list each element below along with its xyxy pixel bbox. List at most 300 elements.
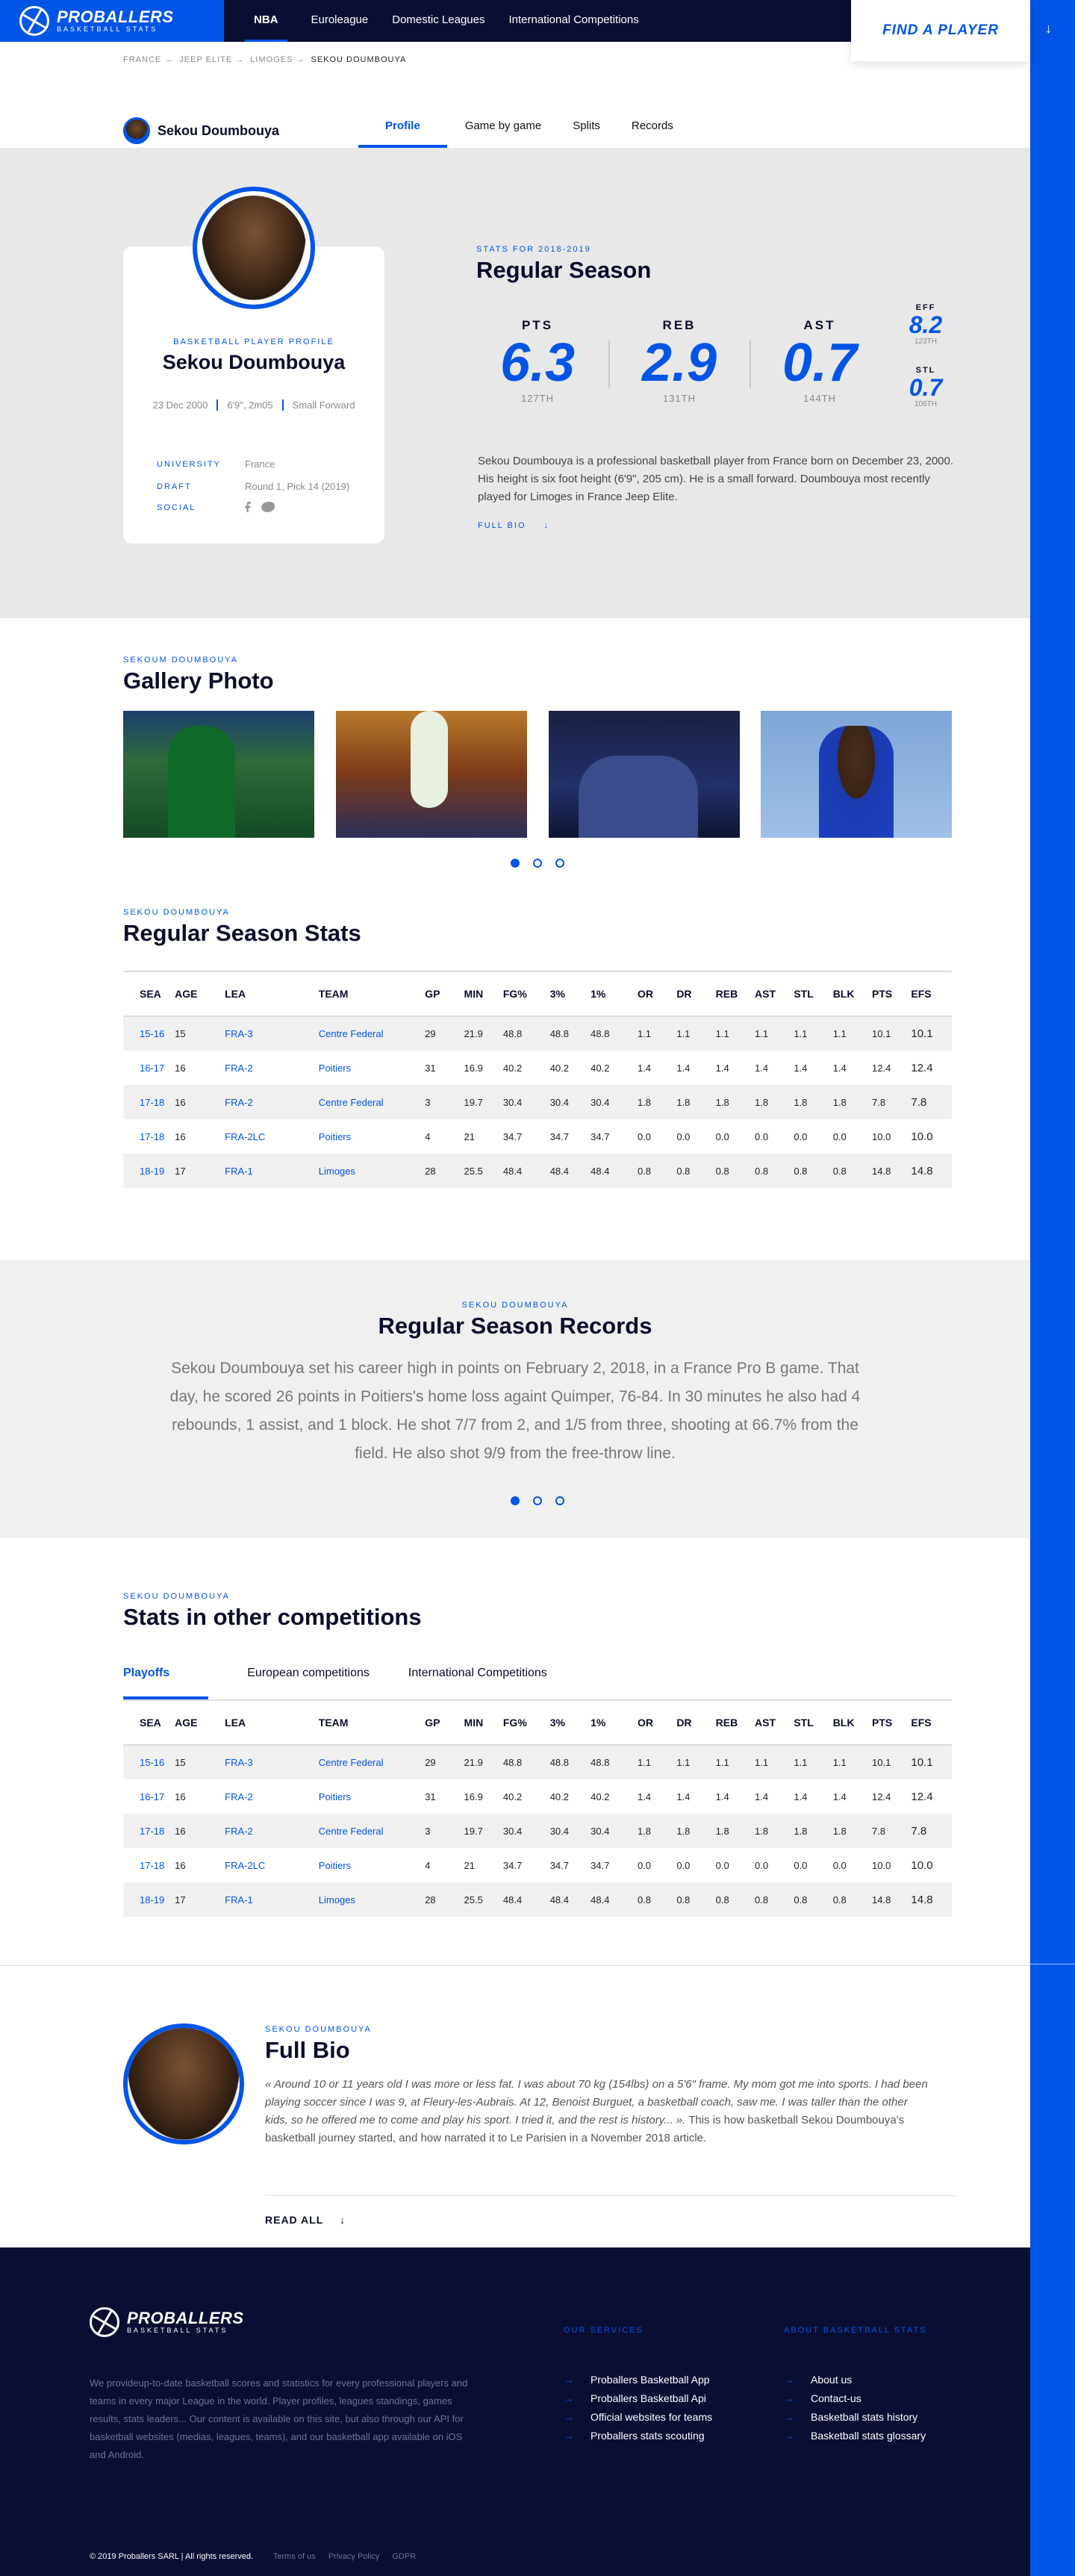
- column-header: SEA: [123, 971, 175, 1016]
- stat-value: 0.7: [782, 333, 858, 393]
- season-kicker: STATS FOR 2018-2019: [476, 245, 591, 254]
- table-cell[interactable]: 15-16: [123, 1745, 175, 1779]
- table-cell: 10.1: [911, 1016, 952, 1051]
- table-cell: 30.4: [550, 1814, 591, 1848]
- table-cell: 48.4: [503, 1154, 550, 1188]
- table-cell: 10.0: [872, 1859, 891, 1871]
- player-height: 6'9", 2m05: [216, 399, 281, 411]
- social-row: [157, 502, 275, 514]
- table-cell[interactable]: FRA-2: [225, 1814, 319, 1848]
- table-cell: 19.7: [464, 1814, 503, 1848]
- other-stats-table: [123, 1699, 952, 1917]
- stat-pts: [470, 318, 605, 404]
- table-cell[interactable]: FRA-1: [225, 1882, 319, 1917]
- column-header: FG%: [503, 971, 550, 1016]
- table-cell: 34.7: [502, 1859, 523, 1871]
- column-header: REB: [716, 971, 755, 1016]
- table-cell[interactable]: Limoges: [319, 1882, 425, 1917]
- stat-ast: [752, 318, 887, 404]
- footer-link[interactable]: → Official websites for teams: [564, 2411, 712, 2423]
- stat-label: AST: [803, 318, 836, 332]
- table-cell: 1.4: [715, 1791, 729, 1802]
- table-cell: 34.7: [502, 1130, 523, 1142]
- find-player-button[interactable]: FIND A PLAYER: [851, 0, 1030, 61]
- records-title: Regular Season Records: [378, 1313, 652, 1339]
- table-cell[interactable]: 16-17: [140, 1062, 165, 1074]
- table-cell: 12.4: [911, 1061, 933, 1074]
- table-cell: 0.0: [832, 1130, 847, 1142]
- table-cell: 1.1: [638, 1745, 676, 1779]
- table-cell: 40.2: [549, 1791, 570, 1802]
- facebook-icon[interactable]: [245, 502, 251, 512]
- table-cell[interactable]: FRA-1: [225, 1154, 319, 1188]
- stat-divider: [608, 340, 610, 388]
- table-row: [123, 1814, 952, 1848]
- breadcrumb-league[interactable]: JEEP ELITE: [179, 55, 233, 64]
- table-cell[interactable]: FRA-2: [225, 1791, 253, 1802]
- table-cell: 1.4: [676, 1791, 691, 1802]
- table-cell: 0.8: [794, 1154, 832, 1188]
- column-header: GP: [425, 1700, 464, 1745]
- twitter-icon[interactable]: [261, 502, 275, 512]
- university-value: France: [245, 458, 275, 470]
- table-cell: 34.7: [549, 1859, 570, 1871]
- table-cell[interactable]: Poitiers: [318, 1859, 352, 1871]
- table-cell: 1.8: [638, 1814, 676, 1848]
- stat-label: EFF: [915, 303, 936, 312]
- table-cell: 4: [425, 1130, 431, 1142]
- table-cell[interactable]: Poitiers: [318, 1791, 352, 1802]
- draft-label: DRAFT: [157, 482, 192, 491]
- table-cell: 1.1: [833, 1745, 872, 1779]
- tab-international-competitions[interactable]: International Competitions: [408, 1667, 547, 1679]
- records-text: Sekou Doumbouya set his career high in points on February 2, 2018, in a France Pro B game. That day, he scored 26 points in Poitiers's home loss againt Quimper, 76-84. In 30 minutes he also had 4 rebounds, 1 assist, and 1 block. He shot 7/7 from 2, and 1/5 from three, shooting at 66.7% from the field. He also shot 9/9 from the free-throw line.: [169, 1360, 861, 1462]
- column-header: AGE: [175, 971, 225, 1016]
- profile-header: [123, 112, 279, 149]
- stat-rank: 123TH: [914, 337, 937, 346]
- column-header: OR: [638, 971, 676, 1016]
- nav-item-nba[interactable]: NBA: [245, 0, 287, 42]
- table-cell: 48.8: [591, 1745, 638, 1779]
- table-cell: 0.8: [833, 1882, 872, 1917]
- table-cell: 10.1: [872, 1745, 911, 1779]
- table-cell: 1.4: [794, 1791, 808, 1802]
- table-cell: 0.8: [638, 1882, 676, 1917]
- table-cell: 14.8: [872, 1154, 911, 1188]
- table-cell[interactable]: Centre Federal: [319, 1085, 425, 1119]
- table-cell: 21.9: [464, 1745, 503, 1779]
- table-cell: 1.8: [794, 1085, 832, 1119]
- table-cell: 16: [175, 1062, 186, 1074]
- table-cell[interactable]: Centre Federal: [319, 1745, 425, 1779]
- footer-link[interactable]: → Contact-us: [784, 2392, 927, 2404]
- table-cell: 29: [425, 1016, 464, 1051]
- table-cell: 7.8: [872, 1085, 911, 1119]
- table-cell[interactable]: FRA-2: [225, 1062, 253, 1074]
- table-cell: 3: [425, 1814, 464, 1848]
- stat-eff: [900, 303, 952, 346]
- table-cell: 0.0: [755, 1859, 769, 1871]
- table-cell[interactable]: FRA-2: [225, 1085, 319, 1119]
- brand-logo[interactable]: [0, 0, 224, 42]
- table-cell: 48.8: [550, 1016, 591, 1051]
- other-stats-title: Stats in other competitions: [123, 1604, 422, 1630]
- stat-value: 2.9: [641, 333, 717, 393]
- nav-item-international[interactable]: International Competitions: [508, 13, 639, 26]
- table-cell: 40.2: [549, 1062, 570, 1074]
- table-cell: 25.5: [464, 1882, 503, 1917]
- table-cell: 48.4: [591, 1882, 638, 1917]
- table-cell: 16: [175, 1791, 186, 1802]
- table-cell: 12.4: [911, 1790, 933, 1803]
- table-cell: 1.8: [755, 1814, 794, 1848]
- table-cell: 1.8: [755, 1085, 794, 1119]
- footer-link[interactable]: → Proballers Basketball Api: [564, 2392, 712, 2404]
- table-cell: 0.8: [755, 1154, 794, 1188]
- table-cell: 28: [425, 1154, 464, 1188]
- table-cell: 1.8: [676, 1814, 715, 1848]
- table-cell: 40.2: [591, 1791, 610, 1802]
- read-all-button[interactable]: [265, 2214, 346, 2226]
- table-cell: 14.8: [872, 1882, 911, 1917]
- table-cell: 1.8: [716, 1085, 755, 1119]
- table-cell: 1.4: [715, 1062, 729, 1074]
- column-header: FG%: [503, 1700, 550, 1745]
- nav-item-euroleague[interactable]: Euroleague: [311, 13, 369, 26]
- pagination-dot[interactable]: [511, 859, 520, 868]
- stat-rank: 144TH: [803, 393, 837, 404]
- avatar: [123, 117, 150, 144]
- table-cell: 1.1: [638, 1016, 676, 1051]
- records-section: [0, 1260, 1030, 1538]
- table-cell: 0.0: [832, 1859, 847, 1871]
- table-cell: 0.0: [715, 1859, 729, 1871]
- brand-subtitle: BASKETBALL STATS: [57, 25, 158, 33]
- tab-playoffs[interactable]: Playoffs: [123, 1656, 208, 1699]
- nav-item-domestic-leagues[interactable]: Domestic Leagues: [392, 13, 485, 26]
- stat-rank: 106TH: [914, 400, 937, 408]
- column-header: PTS: [872, 1700, 911, 1745]
- gallery-photo-1[interactable]: [123, 711, 314, 838]
- table-cell: 48.4: [550, 1154, 591, 1188]
- stat-label: REB: [662, 318, 697, 332]
- short-bio: Sekou Doumbouya is a professional basketball player from France born on December 23, 2000. His height is six foot height (6'9", 205 cm). He is a small forward. Doumbouya most recently played for Limoges in France Jeep Elite.: [478, 455, 954, 503]
- table-cell: 48.4: [591, 1154, 638, 1188]
- draft-row: [157, 481, 349, 492]
- table-cell[interactable]: Limoges: [319, 1154, 425, 1188]
- table-cell: 25.5: [464, 1154, 503, 1188]
- column-header: AST: [755, 971, 794, 1016]
- table-row: [123, 1085, 952, 1119]
- breadcrumb-current: SEKOU DOUMBOUYA: [311, 55, 407, 64]
- table-cell[interactable]: 17-18: [140, 1859, 165, 1871]
- column-header: LEA: [225, 1700, 319, 1745]
- table-cell: 28: [425, 1882, 464, 1917]
- column-header: GP: [425, 971, 464, 1016]
- stat-value: 6.3: [499, 333, 576, 393]
- section-divider: [0, 1965, 1030, 1966]
- pagination-dot[interactable]: [555, 859, 564, 868]
- brand-name: PROBALLERS: [127, 2309, 244, 2327]
- column-header: DR: [676, 971, 715, 1016]
- table-cell[interactable]: 17-18: [123, 1814, 175, 1848]
- table-cell: 0.8: [716, 1882, 755, 1917]
- arrow-down-icon[interactable]: ↓: [1045, 21, 1052, 36]
- table-cell: 1.4: [832, 1062, 847, 1074]
- table-cell: 0.8: [755, 1882, 794, 1917]
- table-row: [123, 1745, 952, 1779]
- column-header: TEAM: [319, 971, 425, 1016]
- table-cell[interactable]: FRA-3: [225, 1745, 319, 1779]
- table-cell: 48.8: [591, 1016, 638, 1051]
- column-header: MIN: [464, 971, 503, 1016]
- table-cell: 15: [175, 1745, 225, 1779]
- gallery-photo-3[interactable]: [549, 711, 740, 838]
- table-cell: 1.8: [676, 1085, 715, 1119]
- copyright: © 2019 Proballers SARL | All rights reserved.: [90, 2552, 254, 2561]
- table-cell: 1.8: [716, 1814, 755, 1848]
- table-cell[interactable]: 15-16: [123, 1016, 175, 1051]
- table-cell: 0.0: [794, 1130, 808, 1142]
- regular-stats-title: Regular Season Stats: [123, 920, 361, 946]
- stat-stl: [900, 366, 952, 408]
- gallery-photo-2[interactable]: [336, 711, 527, 838]
- stat-reb: [612, 318, 747, 404]
- player-face: [128, 2028, 240, 2140]
- bio-avatar: [123, 2023, 244, 2144]
- footer-services: [564, 2326, 712, 2448]
- breadcrumb-team[interactable]: LIMOGES: [250, 55, 293, 64]
- table-cell: 7.8: [872, 1814, 911, 1848]
- brand-subtitle: BASKETBALL STATS: [127, 2327, 228, 2334]
- brand-name: PROBALLERS: [57, 7, 174, 26]
- table-cell: 1.8: [833, 1085, 872, 1119]
- footer-bottom: [90, 2552, 426, 2561]
- table-cell[interactable]: FRA-2LC: [225, 1859, 266, 1871]
- column-header: BLK: [833, 971, 872, 1016]
- table-cell: 31: [425, 1062, 436, 1074]
- table-cell: 1.1: [676, 1016, 715, 1051]
- table-row: [123, 1016, 952, 1051]
- gallery-photo-4[interactable]: [761, 711, 952, 838]
- table-cell: 1.1: [755, 1745, 794, 1779]
- table-cell: 0.0: [637, 1859, 652, 1871]
- table-cell[interactable]: 17-18: [140, 1130, 165, 1142]
- full-bio-kicker: SEKOU DOUMBOUYA: [265, 2025, 372, 2034]
- table-cell: 10.0: [911, 1130, 933, 1143]
- column-header: TEAM: [319, 1700, 425, 1745]
- table-cell: 0.0: [637, 1130, 652, 1142]
- basketball-icon: [19, 6, 49, 36]
- table-cell[interactable]: FRA-2LC: [225, 1130, 266, 1142]
- gallery-kicker: SEKOUM DOUMBOUYA: [123, 656, 239, 665]
- table-cell: 16: [175, 1814, 225, 1848]
- column-header: 3%: [550, 1700, 591, 1745]
- table-cell: 30.4: [591, 1085, 638, 1119]
- table-cell: 40.2: [591, 1062, 610, 1074]
- tab-profile[interactable]: Profile: [358, 112, 447, 148]
- column-header: PTS: [872, 971, 911, 1016]
- other-stats-kicker: SEKOU DOUMBOUYA: [123, 1592, 230, 1601]
- table-cell: 0.0: [676, 1859, 691, 1871]
- table-cell: 7.8: [911, 1814, 952, 1848]
- table-cell: 1.4: [637, 1062, 652, 1074]
- table-cell: 10.1: [911, 1745, 952, 1779]
- table-cell[interactable]: 18-19: [123, 1882, 175, 1917]
- competition-tabs: [123, 1656, 952, 1699]
- gallery-pagination: [511, 859, 578, 868]
- university-row: [157, 458, 275, 470]
- table-row: [123, 1882, 952, 1917]
- table-cell: 10.0: [872, 1130, 891, 1142]
- table-cell: 30.4: [591, 1814, 638, 1848]
- stat-rank: 127TH: [520, 393, 555, 404]
- table-cell: 48.4: [550, 1882, 591, 1917]
- regular-stats-kicker: SEKOU DOUMBOUYA: [123, 908, 230, 917]
- table-cell: 14.8: [911, 1154, 952, 1188]
- table-cell: 31: [425, 1791, 436, 1802]
- table-cell: 1.4: [832, 1791, 847, 1802]
- footer-link[interactable]: → Proballers Basketball App: [564, 2374, 712, 2386]
- table-cell: 1.1: [794, 1016, 832, 1051]
- tab-european-competitions[interactable]: European competitions: [247, 1667, 370, 1679]
- table-cell: 1.4: [794, 1062, 808, 1074]
- tab-game-by-game[interactable]: Game by game: [464, 119, 542, 132]
- table-cell: 4: [425, 1859, 431, 1871]
- player-photo: [193, 187, 315, 309]
- table-row: [123, 1119, 952, 1154]
- services-heading: OUR SERVICES: [564, 2326, 644, 2335]
- season-title: Regular Season: [476, 257, 652, 283]
- footer-link[interactable]: → Basketball stats glossary: [784, 2430, 927, 2442]
- table-cell: 0.8: [716, 1154, 755, 1188]
- column-header: AST: [755, 1700, 794, 1745]
- table-cell: 16.9: [464, 1791, 483, 1802]
- table-row: [123, 1051, 952, 1085]
- table-cell: 1.8: [638, 1085, 676, 1119]
- pagination-dot[interactable]: [555, 1496, 564, 1505]
- footer-link[interactable]: → Proballers stats scouting: [564, 2430, 712, 2442]
- table-cell[interactable]: 16-17: [140, 1791, 165, 1802]
- table-cell: 12.4: [872, 1791, 891, 1802]
- draft-value: Round 1, Pick 14 (2019): [245, 481, 350, 492]
- records-pagination: [511, 1496, 578, 1505]
- table-cell: 1.1: [755, 1016, 794, 1051]
- table-cell: 19.7: [464, 1085, 503, 1119]
- table-row: [123, 1154, 952, 1188]
- table-cell: 0.0: [715, 1130, 729, 1142]
- table-row: [123, 1779, 952, 1814]
- table-cell[interactable]: Centre Federal: [319, 1016, 425, 1051]
- table-cell: 34.7: [549, 1130, 570, 1142]
- profile-header-name: Sekou Doumbouya: [158, 122, 280, 138]
- regular-stats-table: [123, 971, 952, 1188]
- table-cell: 1.1: [676, 1745, 715, 1779]
- university-label: UNIVERSITY: [157, 460, 222, 469]
- table-cell: 1.4: [755, 1791, 769, 1802]
- table-cell: 7.8: [911, 1085, 952, 1119]
- table-cell: 0.8: [676, 1882, 715, 1917]
- table-cell: 48.8: [550, 1745, 591, 1779]
- table-cell: 48.4: [503, 1882, 550, 1917]
- player-name: Sekou Doumbouya: [162, 351, 346, 373]
- profile-hero: [0, 148, 1030, 618]
- arrow-down-icon: ↓: [340, 2214, 346, 2226]
- player-facts: [123, 399, 384, 411]
- full-bio-link[interactable]: [478, 521, 549, 530]
- column-header: DR: [676, 1700, 715, 1745]
- table-cell: 30.4: [503, 1814, 550, 1848]
- table-cell: 0.8: [638, 1154, 676, 1188]
- profile-tabs: [358, 112, 691, 148]
- table-cell: 16: [175, 1130, 186, 1142]
- column-header: EFS: [911, 1700, 952, 1745]
- column-header: LEA: [225, 971, 319, 1016]
- table-cell[interactable]: FRA-3: [225, 1016, 319, 1051]
- table-cell: 40.2: [502, 1062, 523, 1074]
- column-header: 1%: [591, 971, 638, 1016]
- table-cell: 30.4: [550, 1085, 591, 1119]
- table-cell: 10.1: [872, 1016, 911, 1051]
- full-bio-text: [265, 2076, 929, 2147]
- table-cell: 34.7: [591, 1130, 610, 1142]
- table-cell[interactable]: Centre Federal: [319, 1814, 425, 1848]
- arrow-down-icon: ↓: [543, 521, 549, 530]
- footer-logo[interactable]: [90, 2307, 244, 2337]
- pagination-dot[interactable]: [511, 1496, 520, 1505]
- gdpr-link[interactable]: GDPR: [392, 2552, 417, 2561]
- footer-link[interactable]: → About us: [784, 2374, 927, 2386]
- table-cell: 34.7: [591, 1859, 610, 1871]
- player-face: [202, 196, 306, 300]
- read-all-label: READ ALL: [265, 2214, 324, 2226]
- table-cell: 17: [175, 1882, 225, 1917]
- stat-label: STL: [915, 366, 936, 375]
- table-cell[interactable]: Poitiers: [318, 1130, 352, 1142]
- table-cell[interactable]: Poitiers: [318, 1062, 352, 1074]
- footer-about: [784, 2326, 927, 2448]
- privacy-link[interactable]: Privacy Policy: [328, 2552, 380, 2561]
- table-cell: 0.0: [794, 1859, 808, 1871]
- terms-link[interactable]: Terms of us: [272, 2552, 316, 2561]
- basketball-icon: [90, 2307, 119, 2337]
- table-cell: 16: [175, 1085, 225, 1119]
- pagination-dot[interactable]: [533, 859, 542, 868]
- pagination-dot[interactable]: [533, 1496, 542, 1505]
- breadcrumb: FRANCE → JEEP ELITE → LIMOGES → SEKOU DOUMBOUYA: [123, 55, 407, 64]
- column-header: MIN: [464, 1700, 503, 1745]
- table-cell[interactable]: 18-19: [123, 1154, 175, 1188]
- column-header: EFS: [911, 971, 952, 1016]
- table-cell: 12.4: [872, 1062, 891, 1074]
- breadcrumb-country[interactable]: FRANCE: [123, 55, 162, 64]
- table-cell[interactable]: 17-18: [123, 1085, 175, 1119]
- table-cell: 3: [425, 1085, 464, 1119]
- table-cell: 21: [464, 1859, 475, 1871]
- column-header: 1%: [591, 1700, 638, 1745]
- column-header: AGE: [175, 1700, 225, 1745]
- table-cell: 0.0: [755, 1130, 769, 1142]
- table-cell: 0.8: [676, 1154, 715, 1188]
- table-cell: 21.9: [464, 1016, 503, 1051]
- player-position: Small Forward: [282, 399, 364, 411]
- table-cell: 14.8: [911, 1882, 952, 1917]
- tab-records[interactable]: Records: [631, 119, 673, 132]
- about-heading: ABOUT BASKETBALL STATS: [784, 2326, 927, 2335]
- records-kicker: SEKOU DOUMBOUYA: [461, 1301, 569, 1310]
- tab-splits[interactable]: Splits: [573, 119, 600, 132]
- footer-link[interactable]: → Basketball stats history: [784, 2411, 927, 2423]
